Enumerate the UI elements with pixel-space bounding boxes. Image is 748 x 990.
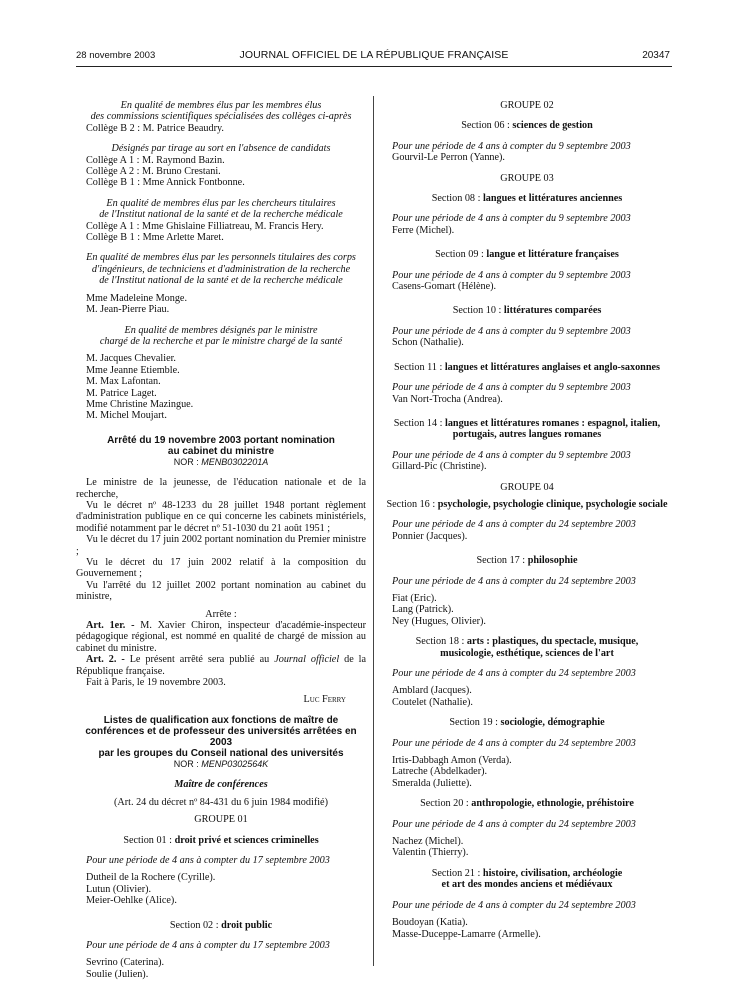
page-number: 20347 [642,50,670,61]
block-heading: En qualité de membres élus par les chercheurs titulaires [106,197,336,209]
article-label: Art. 1er. - [86,620,135,632]
section-name: philosophie [527,555,578,567]
section-name: droit public [221,919,273,931]
qualified-name: Dutheil de la Rochere (Cyrille). [86,872,216,884]
section-name: sciences de gestion [512,120,593,132]
qualified-name: Amblard (Jacques). [392,685,472,697]
section-name: histoire, civilisation, archéologie [482,867,623,879]
section-heading [382,499,672,510]
period: Pour une période de 4 ans à compter du 24 septembre 2003 [392,818,636,830]
qualified-name: Smeralda (Juliette). [392,777,472,789]
article-text: Le présent arrêté sera publié au [129,654,275,666]
section-heading [382,418,672,429]
period: Pour une période de 4 ans à compter du 24 septembre 2003 [392,519,636,531]
block-tirage-au-sort [76,143,366,189]
signature: Luc Ferry [303,694,346,706]
section-heading [76,920,366,931]
arrete-nomination [76,435,366,706]
period: Pour une période de 4 ans à compter du 24 septembre 2003 [392,737,636,749]
arrete-paragraph: Vu l'arrêté du 12 juillet 2002 portant nomination au cabinet du ministre, [76,579,366,603]
block-heading: d'ingénieurs, de techniciens et d'administration de la recherche [91,263,351,275]
period: Pour une période de 4 ans à compter du 17 septembre 2003 [86,939,330,951]
section-heading [382,717,672,728]
section-name: portugais, autres langues romanes [452,429,602,441]
block-heading: En qualité de membres désignés par le ministre [124,324,318,336]
section-label: Section 18 : [415,636,467,648]
block-heading: Désignés par tirage au sort en l'absence de candidats [111,143,331,155]
period: Pour une période de 4 ans à compter du 24 septembre 2003 [392,575,636,587]
qualified-name: Lutun (Olivier). [86,883,152,895]
page-header [0,50,748,64]
done-at: Fait à Paris, le 19 novembre 2003. [86,677,226,689]
qualified-name: Schon (Nathalie). [392,337,464,349]
article-2 [76,654,366,677]
section-heading-cont [382,429,672,440]
listes-qualification [76,715,366,980]
listes-title: Listes de qualification aux fonctions de maître de conférences et de professeur des universités arrêtées en 2003 [85,714,357,748]
period: Pour une période de 4 ans à compter du 17 septembre 2003 [86,854,330,866]
qualified-name: Latreche (Abdelkader). [392,766,488,778]
arrete-paragraph: Le ministre de la jeunesse, de l'éducation nationale et de la recherche, [76,477,366,500]
section-name: sociologie, démographie [500,717,605,729]
section-name: psychologie, psychologie clinique, psychologie sociale [437,498,668,510]
article-text-italic: Journal officiel [274,654,340,666]
section-label: Section 02 : [169,919,222,931]
member-entry: Collège A 1 : M. Raymond Bazin. [86,154,225,166]
section-name: littératures comparées [503,305,602,317]
block-heading: En qualité de membres élus par les personnels titulaires des corps [86,252,356,264]
left-column [76,100,366,980]
arrete-title: au cabinet du ministre [167,445,275,457]
section-label: Section 10 : [452,305,504,317]
arrete-title: Arrêté du 19 novembre 2003 portant nomination [107,434,335,446]
qualified-name: Ferre (Michel). [392,224,455,236]
section-heading [382,798,672,809]
nor-code: MENP0302564K [201,758,269,769]
block-heading: En qualité de membres élus par les membres élus [120,100,322,111]
qualified-name: Soulie (Julien). [86,968,149,980]
block-heading: des commissions scientifiques spécialisées des collèges ci-après [90,111,352,123]
qualified-name: Casens-Gomart (Hélène). [392,281,497,293]
qualified-name: Ponnier (Jacques). [392,530,468,542]
qualified-name: Coutelet (Nathalie). [392,696,473,708]
member-entry: Collège A 2 : M. Bruno Crestani. [86,166,221,178]
qualified-name: Meier-Oehlke (Alice). [86,895,177,907]
section-heading [382,305,672,316]
period: Pour une période de 4 ans à compter du 9 septembre 2003 [392,325,631,337]
block-heading: de l'Institut national de la santé et de la recherche médicale [99,275,343,287]
qualified-name: Irtis-Dabbagh Amon (Verda). [392,755,512,767]
block-membres-elus-commissions [76,100,366,134]
section-label: Section 14 : [393,417,445,429]
section-label: Section 17 : [476,555,528,567]
article-label: Art. 2. - [86,654,125,666]
header-rule [76,66,672,67]
section-name: langues et littératures romanes : espagnol, italien, [444,417,661,429]
qualified-name: Lang (Patrick). [392,604,454,616]
section-name: arts : plastiques, du spectacle, musique, [466,636,639,648]
groupe-heading: GROUPE 01 [194,814,248,826]
nor-code: MENB0302201A [201,456,269,467]
member-entry: M. Patrice Laget. [86,387,157,399]
period: Pour une période de 4 ans à compter du 9 septembre 2003 [392,269,631,281]
qualified-name: Van Nort-Trocha (Andrea). [392,393,503,405]
article-text: M. Xavier Chiron, inspecteur d'académie-inspecteur pédagogique régional, est nommé en qualité de chargé de mission au cabinet du ministre. [76,620,366,654]
nor-reference [76,759,366,770]
qualified-name: Gillard-Pic (Christine). [392,461,487,473]
qualified-name: Fiat (Eric). [392,592,437,604]
block-membres-designes [76,325,366,422]
member-entry: Mme Jeanne Etiemble. [86,364,180,376]
arrete-paragraph: Vu le décret du 17 juin 2002 relatif à la composition du Gouvernement ; [76,557,366,580]
section-label: Section 16 : [386,498,438,510]
section-name: langue et littérature françaises [486,249,619,261]
block-heading: chargé de la recherche et par le ministre chargé de la santé [99,335,343,347]
qualified-name: Nachez (Michel). [392,836,464,848]
arrete-paragraph: Vu le décret du 17 juin 2002 portant nomination du Premier ministre ; [76,534,366,557]
period: Pour une période de 4 ans à compter du 24 septembre 2003 [392,899,636,911]
section-heading [382,120,672,131]
period: Pour une période de 4 ans à compter du 9 septembre 2003 [392,140,631,152]
section-label: Section 09 : [435,249,487,261]
section-heading [382,636,672,647]
nor-label: NOR : [173,758,199,769]
qualified-name: Boudoyan (Katia). [392,917,468,929]
arrete-paragraph: Vu le décret nº 48-1233 du 28 juillet 1948 portant règlement d'administration publique en ce qui concerne les cabinets ministériels, modifié notamment par le décret nº 51-1030 du 21 août 1951 ; [76,499,366,534]
listes-title: par les groupes du Conseil national des universités [98,747,344,759]
qualified-name: Valentin (Thierry). [392,847,469,859]
section-name: langues et littératures anciennes [482,193,623,205]
block-chercheurs-titulaires [76,198,366,244]
qualified-name: Ney (Hugues, Olivier). [392,615,486,627]
section-label: Section 20 : [420,798,472,810]
section-name: anthropologie, ethnologie, préhistoire [471,798,634,810]
nor-reference [76,457,366,468]
member-entry: M. Jean-Pierre Piau. [86,304,170,316]
section-heading [382,193,672,204]
member-entry: Collège B 1 : Mme Arlette Maret. [86,232,224,244]
member-entry: Mme Madeleine Monge. [86,292,187,304]
groupe-heading: GROUPE 03 [500,172,554,184]
block-heading: de l'Institut national de la santé et de la recherche médicale [99,209,343,221]
member-entry: Collège B 1 : Mme Annick Fontbonne. [86,177,245,189]
right-column [382,100,672,940]
qualified-name: Sevrino (Caterina). [86,957,165,969]
member-entry: M. Jacques Chevalier. [86,353,176,365]
section-label: Section 19 : [449,717,501,729]
section-heading [76,835,366,846]
listes-subtitle: Maître de conférences [174,779,268,791]
block-personnels-titulaires [76,252,366,315]
section-heading-cont [382,648,672,659]
period: Pour une période de 4 ans à compter du 9 septembre 2003 [392,213,631,225]
qualified-name: Gourvil-Le Perron (Yanne). [392,152,505,164]
section-label: Section 01 : [123,834,175,846]
section-name: musicologie, esthétique, sciences de l'art [440,647,614,659]
journal-title: JOURNAL OFFICIEL DE LA RÉPUBLIQUE FRANÇAISE [239,49,509,61]
member-entry: M. Michel Moujart. [86,410,167,422]
section-heading [382,868,672,879]
section-heading [382,555,672,566]
arrete-word: Arrête : [205,608,237,620]
section-label: Section 11 : [394,361,445,373]
nor-label: NOR : [173,456,199,467]
section-name: et art des mondes anciens et médiévaux [441,879,613,891]
article-text: de la République française. [76,654,367,677]
header-date: 28 novembre 2003 [76,50,156,61]
qualified-name: Masse-Duceppe-Lamarre (Armelle). [392,928,541,940]
section-heading-cont [382,879,672,890]
section-name: langues et littératures anglaises et anglo-saxonnes [444,361,660,373]
section-heading [382,249,672,260]
section-heading [382,362,672,373]
member-entry: Mme Christine Mazingue. [86,398,194,410]
section-label: Section 08 : [431,193,483,205]
column-divider [373,96,374,966]
article-1 [76,620,366,654]
period: Pour une période de 4 ans à compter du 9 septembre 2003 [392,449,631,461]
member-entry: M. Max Lafontan. [86,376,161,388]
section-name: droit privé et sciences criminelles [174,834,319,846]
groupe-heading: GROUPE 04 [500,481,554,493]
member-entry: Collège A 1 : Mme Ghislaine Filliatreau, M. Francis Hery. [86,220,324,232]
member-entry: Collège B 2 : M. Patrice Beaudry. [86,122,224,134]
groupe-heading: GROUPE 02 [500,100,554,111]
section-label: Section 21 : [431,867,483,879]
section-label: Section 06 : [461,120,513,132]
period: Pour une période de 4 ans à compter du 9 septembre 2003 [392,382,631,394]
period: Pour une période de 4 ans à compter du 24 septembre 2003 [392,668,636,679]
decree-reference: (Art. 24 du décret nº 84-431 du 6 juin 1984 modifié) [114,796,328,808]
